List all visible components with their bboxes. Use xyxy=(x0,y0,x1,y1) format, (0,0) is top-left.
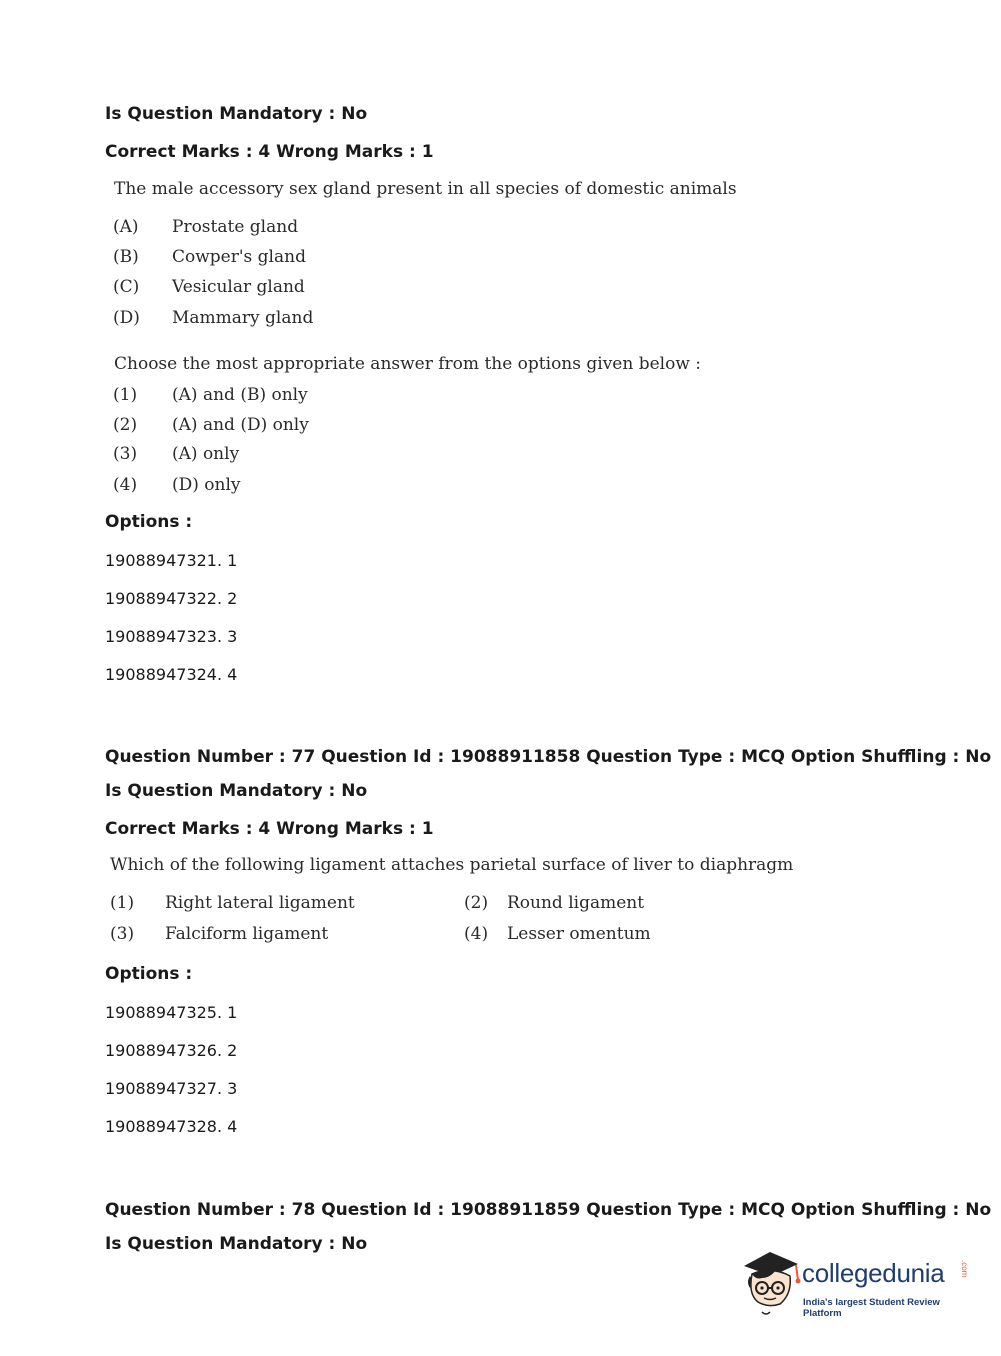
q76-choice-text: (D) only xyxy=(172,475,241,495)
q78-header: Question Number : 78 Question Id : 19088911859 Question Type : MCQ Option Shuffling : No xyxy=(105,1200,992,1220)
q77-header: Question Number : 77 Question Id : 19088911858 Question Type : MCQ Option Shuffling : No xyxy=(105,747,992,767)
q77-option-id: 19088947326. 2 xyxy=(105,1041,238,1060)
logo-suffix: .com xyxy=(960,1260,969,1278)
q76-item-text: Mammary gland xyxy=(172,308,314,328)
q78-mandatory: Is Question Mandatory : No xyxy=(105,1234,368,1254)
q76-mandatory: Is Question Mandatory : No xyxy=(105,104,368,124)
mascot-icon xyxy=(740,1248,802,1318)
q76-choice-label: (4) xyxy=(113,475,138,495)
q76-marks: Correct Marks : 4 Wrong Marks : 1 xyxy=(105,142,434,162)
q76-choice-text: (A) only xyxy=(172,444,240,464)
logo-tagline: India's largest Student Review Platform xyxy=(803,1297,940,1319)
q77-choice-label: (4) xyxy=(464,924,489,944)
q76-options-heading: Options : xyxy=(105,512,193,532)
q77-choice-label: (2) xyxy=(464,893,489,913)
q76-choice-label: (1) xyxy=(113,385,138,405)
q76-item-label: (B) xyxy=(113,247,139,267)
q77-option-id: 19088947328. 4 xyxy=(105,1117,238,1136)
q76-instruction: Choose the most appropriate answer from the options given below : xyxy=(114,354,702,374)
q77-option-id: 19088947325. 1 xyxy=(105,1003,238,1022)
q76-choice-text: (A) and (D) only xyxy=(172,415,309,435)
q76-option-id: 19088947323. 3 xyxy=(105,627,238,646)
q76-item-text: Cowper's gland xyxy=(172,247,306,267)
q77-stem: Which of the following ligament attaches parietal surface of liver to diaphragm xyxy=(110,855,794,875)
q77-choice-label: (1) xyxy=(110,893,135,913)
q76-item-label: (C) xyxy=(113,277,140,297)
q77-choice-text: Falciform ligament xyxy=(165,924,329,944)
q76-option-id: 19088947321. 1 xyxy=(105,551,238,570)
q77-choice-text: Round ligament xyxy=(507,893,645,913)
q77-mandatory: Is Question Mandatory : No xyxy=(105,781,368,801)
logo-wordmark: collegedunia xyxy=(802,1258,945,1288)
collegedunia-logo xyxy=(740,1248,970,1318)
q76-option-id: 19088947322. 2 xyxy=(105,589,238,608)
q76-item-text: Prostate gland xyxy=(172,217,299,237)
q77-choice-text: Lesser omentum xyxy=(507,924,651,944)
q76-item-text: Vesicular gland xyxy=(172,277,305,297)
q76-option-id: 19088947324. 4 xyxy=(105,665,238,684)
q77-marks: Correct Marks : 4 Wrong Marks : 1 xyxy=(105,819,434,839)
q76-choice-label: (3) xyxy=(113,444,138,464)
q76-item-label: (A) xyxy=(113,217,139,237)
q77-option-id: 19088947327. 3 xyxy=(105,1079,238,1098)
q76-stem: The male accessory sex gland present in all species of domestic animals xyxy=(114,179,737,199)
q76-choice-label: (2) xyxy=(113,415,138,435)
q76-item-label: (D) xyxy=(113,308,140,328)
q77-choice-text: Right lateral ligament xyxy=(165,893,355,913)
q76-choice-text: (A) and (B) only xyxy=(172,385,308,405)
q77-choice-label: (3) xyxy=(110,924,135,944)
q77-options-heading: Options : xyxy=(105,964,193,984)
